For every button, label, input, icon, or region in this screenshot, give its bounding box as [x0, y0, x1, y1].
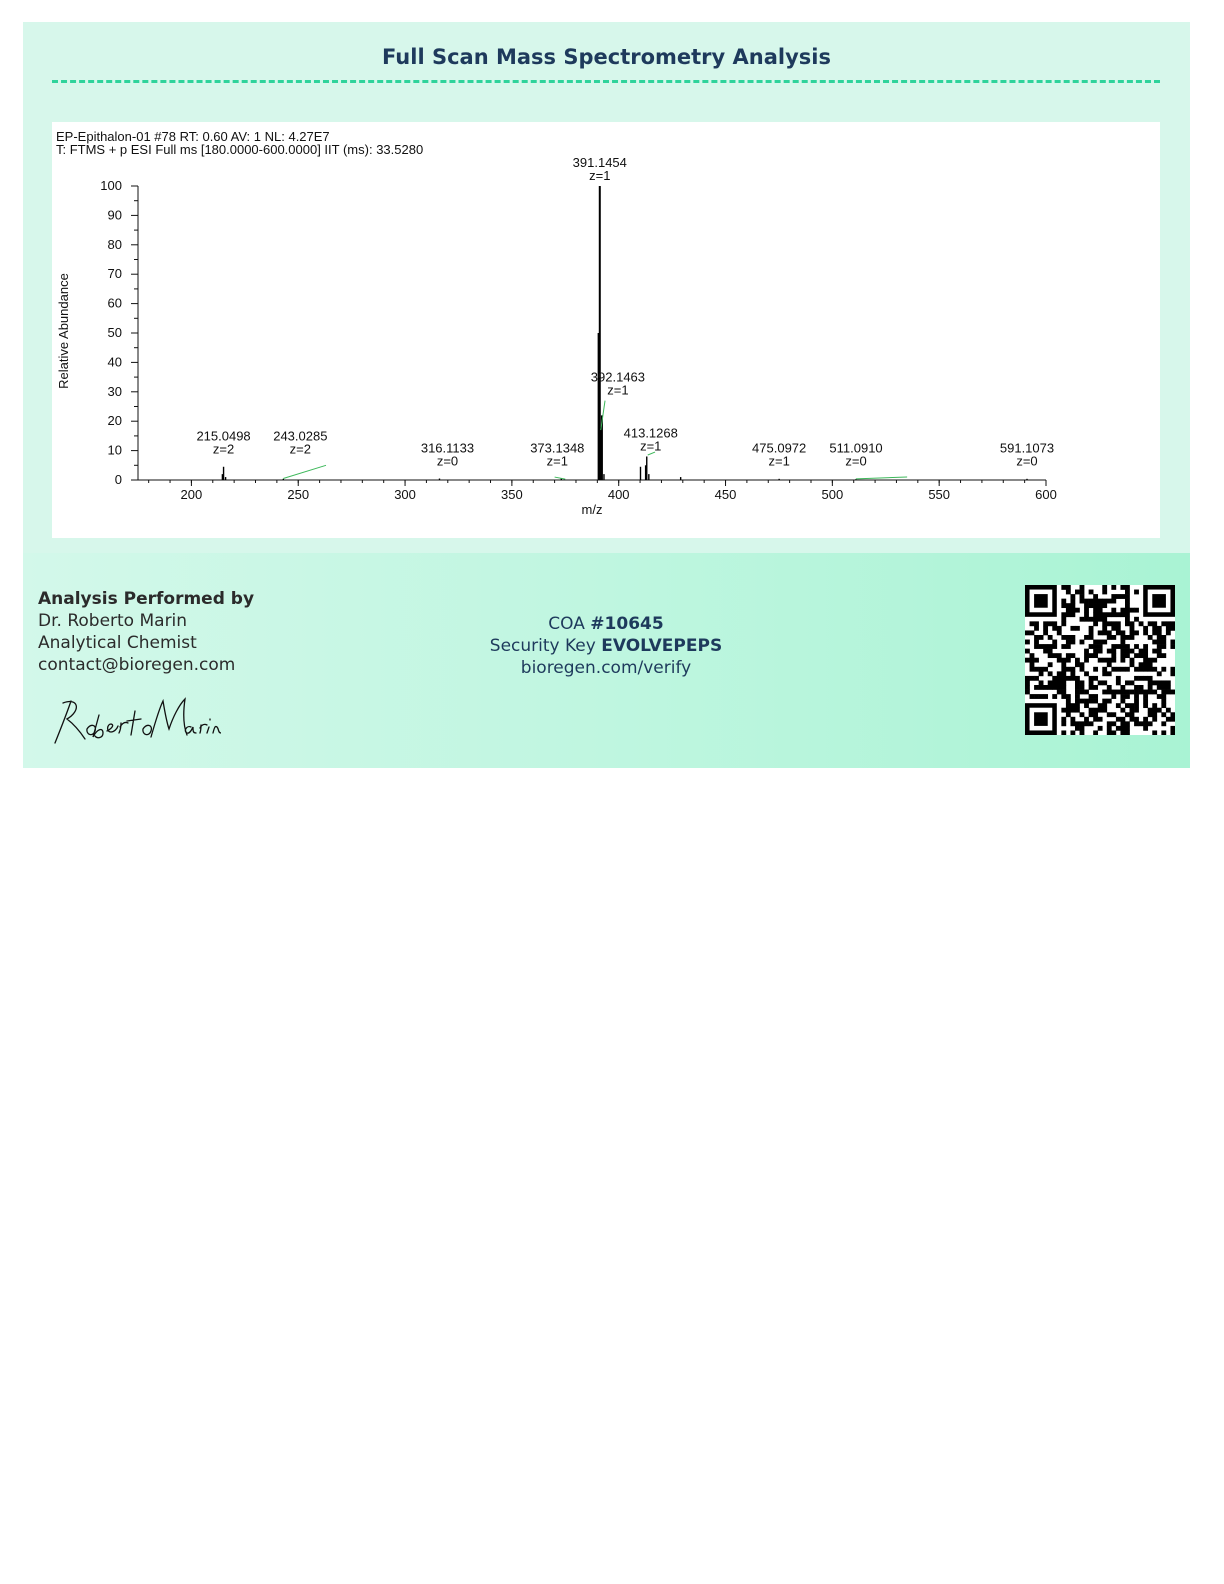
x-tick-label: 600	[1035, 487, 1057, 502]
spectrum-panel	[23, 22, 1190, 553]
spectrum-svg	[52, 122, 1160, 538]
chart-header-line2: T: FTMS + p ESI Full ms [180.0000-600.0000] IIT (ms): 33.5280	[56, 142, 424, 157]
peak-mz-label: 475.0972	[752, 440, 807, 456]
analyst-info	[38, 588, 254, 676]
peak-charge-label: z=2	[289, 441, 312, 457]
chart-header-line1: EP-Epithalon-01 #78 RT: 0.60 AV: 1 NL: 4.27E7	[56, 129, 330, 144]
y-tick-label: 20	[107, 413, 122, 429]
peak-mz-label: 511.0910	[829, 440, 883, 456]
peak-mz-label: 392.1463	[590, 369, 646, 385]
x-tick-label: 200	[180, 487, 203, 502]
peak-mz-label: 391.1454	[572, 155, 627, 171]
peak-charge-label: z=1	[768, 453, 790, 469]
peak-mz-label: 316.1133	[420, 440, 475, 456]
coa-number: #10645	[590, 614, 664, 634]
peak-mz-label: 243.0285	[273, 428, 328, 444]
y-tick-label: 70	[107, 266, 122, 282]
y-tick-label: 10	[107, 442, 122, 458]
annotation-connector	[856, 477, 907, 479]
verification-block	[406, 613, 806, 679]
coa-label: COA	[548, 614, 585, 634]
x-tick-label: 350	[501, 487, 523, 502]
security-line	[406, 635, 806, 657]
peak-mz-label: 413.1268	[623, 425, 678, 441]
y-tick-label: 60	[107, 295, 122, 311]
peak-mz-label: 215.0498	[196, 428, 251, 444]
peak-charge-label: z=1	[607, 382, 629, 398]
spectrum-chart	[52, 122, 1160, 538]
peak-charge-label: z=0	[845, 453, 867, 469]
report-card	[23, 22, 1190, 768]
verify-url[interactable]: bioregen.com/verify	[520, 658, 692, 678]
analyst-name: Dr. Roberto Marin	[38, 611, 188, 631]
annotation-connector	[555, 477, 566, 479]
y-tick-label: 50	[107, 325, 122, 340]
peak-charge-label: z=1	[640, 438, 662, 454]
x-tick-label: 450	[714, 487, 737, 502]
analyst-heading: Analysis Performed by	[38, 589, 255, 609]
analyst-email[interactable]: contact@bioregen.com	[38, 655, 236, 675]
x-tick-label: 550	[928, 487, 951, 502]
x-axis-label: m/z	[581, 502, 603, 517]
x-tick-label: 300	[394, 487, 416, 502]
y-tick-label: 0	[114, 472, 122, 487]
signature-image	[41, 693, 221, 753]
x-tick-label: 250	[287, 487, 310, 502]
peak-charge-label: z=2	[212, 441, 235, 457]
y-tick-label: 30	[107, 383, 122, 399]
y-tick-label: 40	[107, 354, 122, 370]
y-tick-label: 90	[107, 207, 122, 223]
peak-charge-label: z=1	[589, 168, 611, 184]
security-key: EVOLVEPEPS	[601, 636, 723, 656]
peak-mz-label: 373.1348	[530, 440, 585, 456]
y-axis-label: Relative Abundance	[56, 273, 71, 389]
y-tick-label: 80	[107, 236, 122, 252]
title-divider	[52, 80, 1160, 83]
security-label: Security Key	[489, 636, 596, 656]
peak-charge-label: z=1	[546, 453, 568, 469]
qr-code-icon[interactable]	[1025, 585, 1175, 735]
peak-charge-label: z=0	[436, 453, 459, 469]
coa-line	[406, 613, 806, 635]
page-title: Full Scan Mass Spectrometry Analysis	[382, 45, 831, 69]
annotation-connector	[283, 465, 326, 478]
y-tick-label: 100	[100, 178, 122, 193]
peak-mz-label: 591.1073	[999, 440, 1055, 456]
x-tick-label: 400	[607, 487, 630, 502]
footer-panel	[23, 553, 1190, 768]
peak-charge-label: z=0	[1016, 453, 1038, 469]
analyst-role: Analytical Chemist	[38, 633, 197, 653]
x-tick-label: 500	[821, 487, 844, 502]
